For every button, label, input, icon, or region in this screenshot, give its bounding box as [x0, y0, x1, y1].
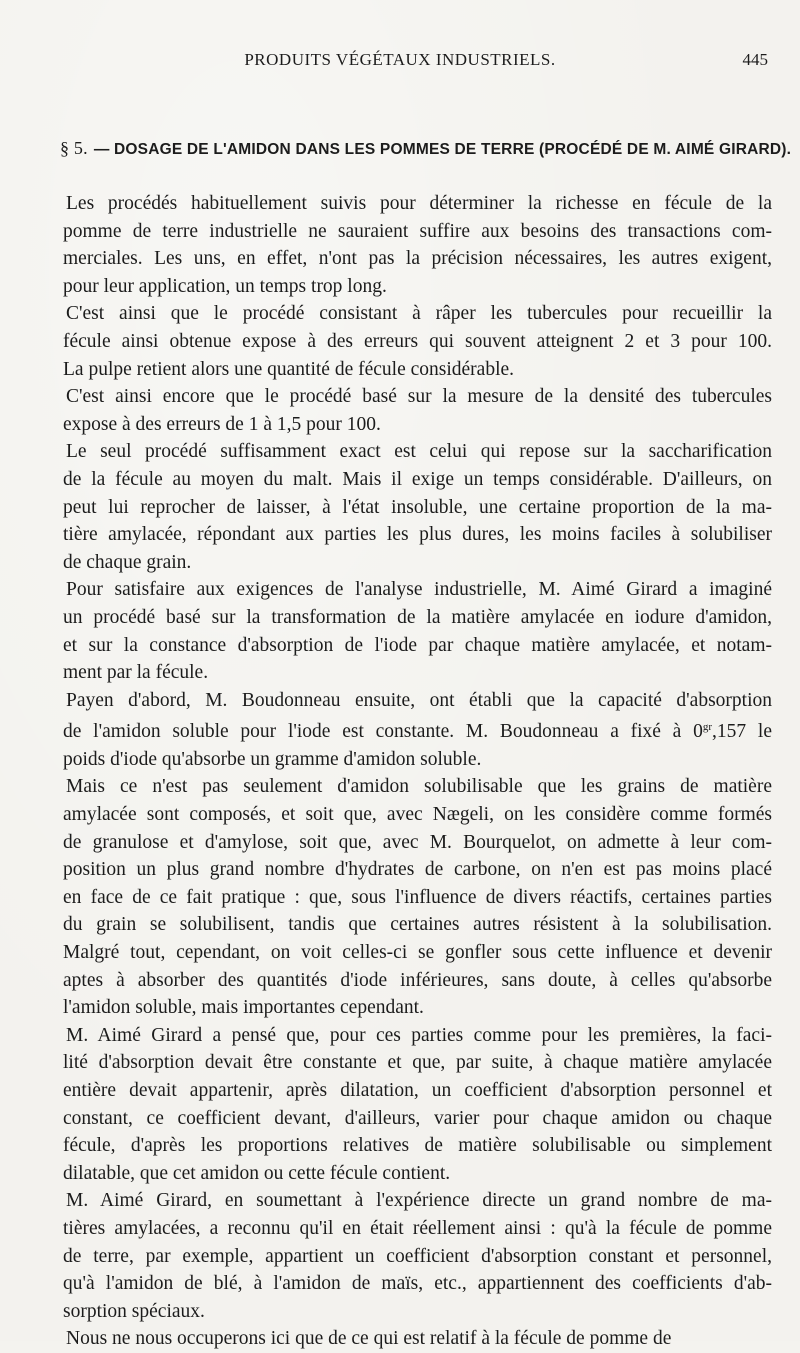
text-line: sorption spéciaux. [63, 1300, 205, 1322]
text-line: de la fécule au moyen du malt. Mais il exige un temps considérable. D'ailleurs, on [63, 468, 772, 490]
text-line: tières amylacées, a reconnu qu'il en était réellement ainsi : qu'à la fécule de pomme [63, 1217, 772, 1239]
text-line: ment par la fécule. [63, 662, 209, 684]
text-line: constant, ce coefficient devant, d'ailleurs, varier pour chaque amidon ou chaque [63, 1107, 772, 1129]
text-line: La pulpe retient alors une quantité de fécule considérable. [63, 358, 515, 380]
text-line: merciales. Les uns, en effet, n'ont pas la précision nécessaires, les autres exigent, [63, 248, 772, 270]
text-line: Pour satisfaire aux exigences de l'analyse industrielle, M. Aimé Girard a imaginé [66, 579, 772, 601]
section-symbol: § 5. [60, 138, 88, 158]
text-line: Le seul procédé suffisamment exact est celui qui repose sur la saccharification [66, 441, 772, 463]
paragraph [60, 576, 772, 686]
section-heading [60, 138, 792, 159]
text-line: Mais ce n'est pas seulement d'amidon solubilisable que les grains de matière [66, 776, 772, 798]
text-line: peut lui reprocher de laisser, à l'état insoluble, une certaine proportion de la ma- [63, 496, 772, 518]
text-line: de granulose et d'amylose, soit que, avec M. Bourquelot, on admette à leur com- [63, 831, 772, 853]
text-line: Les procédés habituellement suivis pour déterminer la richesse en fécule de la [66, 193, 772, 214]
text-line: de terre, par exemple, appartient un coefficient d'absorption constant et personnel, [63, 1245, 772, 1267]
text-line: entière devait appartenir, après dilatation, un coefficient d'absorption personnel et [63, 1080, 772, 1101]
text-line: tière amylacée, répondant aux parties les plus dures, les moins faciles à solubiliser [63, 524, 772, 546]
paragraph [60, 300, 772, 383]
text-line: dilatable, que cet amidon ou cette fécule contient. [63, 1162, 451, 1184]
text-line: M. Aimé Girard, en soumettant à l'expérience directe un grand nombre de ma- [66, 1190, 772, 1212]
text-line: position un plus grand nombre d'hydrates de carbone, on n'en est pas moins placé [63, 859, 772, 881]
text-line: l'amidon soluble, mais importantes cependant. [63, 997, 424, 1019]
paragraph [60, 1022, 772, 1188]
text-line: Payen d'abord, M. Boudonneau ensuite, ont établi que la capacité d'absorption [66, 689, 772, 711]
paragraph [60, 687, 772, 774]
body-text [60, 190, 772, 1353]
page-number: 445 [742, 50, 768, 69]
text-line: en face de ce fait pratique : que, sous l'influence de divers réactifs, certaines parties [63, 886, 772, 908]
text-line: du grain se solubilisent, tandis que certaines autres résistent à la solubilisation. [63, 914, 772, 936]
text-line: fécule, d'après les proportions relatives de matière solubilisable ou simplement [63, 1135, 772, 1157]
text-line: Malgré tout, cependant, on voit celles-ci se gonfler sous cette influence et devenir [63, 942, 772, 964]
text-line: et sur la constance d'absorption de l'iode par chaque matière amylacée, et notam- [63, 634, 772, 656]
text-line: de chaque grain. [63, 551, 192, 573]
text-line: un procédé basé sur la transformation de la matière amylacée en iodure d'amidon, [63, 606, 772, 628]
running-title: PRODUITS VÉGÉTAUX INDUSTRIELS. [244, 50, 556, 69]
text-line: expose à des erreurs de 1 à 1,5 pour 100. [63, 413, 381, 435]
text-line: Nous ne nous occuperons ici que de ce qui est relatif à la fécule de pomme de [66, 1328, 672, 1350]
text-line: lité d'absorption devait être constante et que, par suite, à chaque matière amylacée [63, 1052, 772, 1074]
text-line: pomme de terre industrielle ne sauraient suffire aux besoins des transactions com- [63, 220, 772, 242]
text-line: fécule ainsi obtenue expose à des erreurs qui souvent atteignent 2 et 3 pour 100. [63, 330, 772, 352]
running-header [0, 50, 800, 74]
paragraph [60, 438, 772, 576]
text-line: poids d'iode qu'absorbe un gramme d'amidon soluble. [63, 748, 482, 770]
text-line: C'est ainsi encore que le procédé basé sur la mesure de la densité des tubercules [66, 386, 772, 408]
text-line: pour leur application, un temps trop long. [63, 275, 387, 297]
paragraph [60, 1325, 772, 1353]
paragraph [60, 1187, 772, 1325]
text-line: de l'amidon soluble pour l'iode est constante. M. Boudonneau a fixé à $0^{gr},157$ le [63, 721, 772, 743]
text-line: qu'à l'amidon de blé, à l'amidon de maïs, etc., appartiennent des coefficients d'ab- [63, 1273, 772, 1295]
section-title: — DOSAGE DE L'AMIDON DANS LES POMMES DE TERRE (PROCÉDÉ DE M. AIMÉ GIRARD). [93, 141, 792, 158]
text-line: aptes à absorber des quantités d'iode inférieures, sans doute, à celles qu'absorbe [63, 969, 772, 991]
text-line: M. Aimé Girard a pensé que, pour ces parties comme pour les premières, la faci- [66, 1024, 772, 1046]
paragraph [60, 383, 772, 438]
text-line: C'est ainsi que le procédé consistant à râper les tubercules pour recueillir la [66, 303, 772, 325]
paragraph [60, 773, 772, 1021]
paragraph [60, 190, 772, 300]
text-line: amylacée sont composés, et soit que, avec Nægeli, on les considère comme formés [63, 804, 772, 826]
